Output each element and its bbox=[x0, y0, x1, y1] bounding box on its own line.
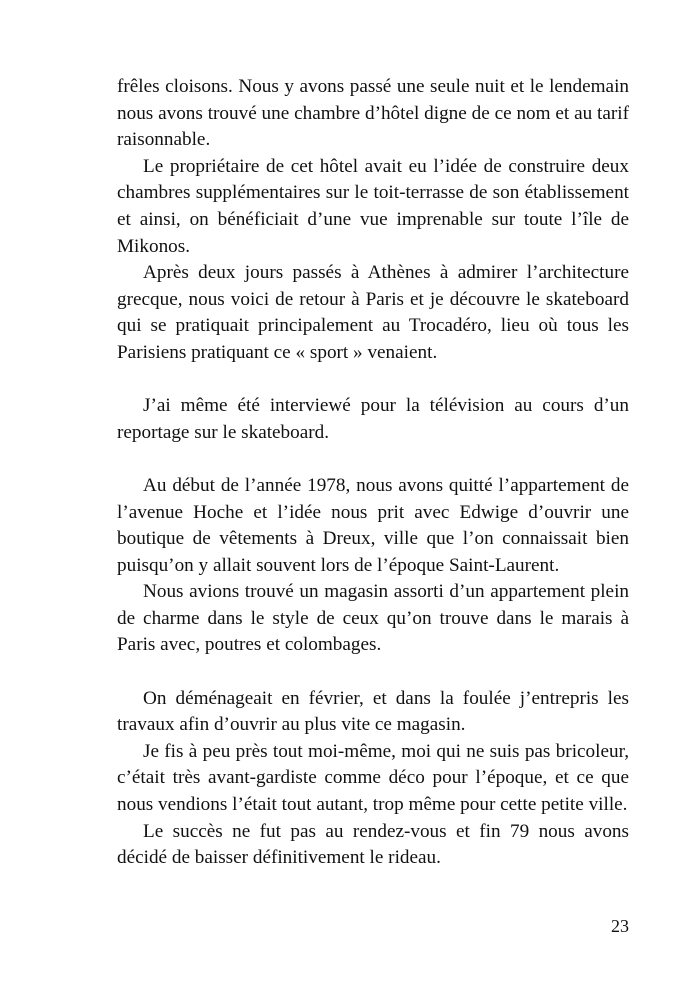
paragraph-spacer bbox=[117, 659, 629, 686]
paragraph: Le succès ne fut pas au rendez-vous et fin 79 nous avons décidé de baisser définitivement le rideau. bbox=[117, 820, 629, 869]
paragraph: Au début de l’année 1978, nous avons quitté l’appartement de l’avenue Hoche et l’idée nous prit avec Edwige d’ouvrir une boutique de vêtements à Dreux, ville que l’on connaissait bien puisqu’on y allait souvent lors de l’époque Saint-Laurent. bbox=[117, 474, 629, 576]
paragraph: Après deux jours passés à Athènes à admirer l’architecture grecque, nous voici de retour à Paris et je découvre le skateboard qui se pratiquait principalement au Trocadéro, lieu où tous les Parisiens pratiquant ce « sport » venaient. bbox=[117, 262, 629, 363]
paragraph: frêles cloisons. Nous y avons passé une seule nuit et le lendemain nous avons trouvé une chambre d’hôtel digne de ce nom et au tarif raisonnable. bbox=[117, 76, 629, 151]
paragraph: On déménageait en février, et dans la foulée j’entrepris les travaux afin d’ouvrir au plus vite ce magasin. bbox=[117, 687, 629, 736]
paragraph: Le propriétaire de cet hôtel avait eu l’idée de construire deux chambres supplémentaires sur le toit-terrasse de son établissement et ainsi, on bénéficiait d’une vue imprenable sur toute l’île de Mikonos. bbox=[117, 155, 629, 257]
page-number: 23 bbox=[611, 916, 629, 936]
paragraph: Je fis à peu près tout moi-même, moi qui ne suis pas bricoleur, c’était très avant-gardiste comme déco pour l’époque, et ce que nous vendions l’était tout autant, trop même pour cette petite ville. bbox=[117, 740, 629, 816]
paragraph: J’ai même été interviewé pour la télévision au cours d’un reportage sur le skateboard. bbox=[117, 395, 629, 443]
paragraph-spacer bbox=[117, 367, 629, 394]
paragraph: Nous avions trouvé un magasin assorti d’un appartement plein de charme dans le style de ceux qu’on trouve dans le marais à Paris avec, poutres et colombages. bbox=[117, 581, 629, 656]
paragraph-spacer bbox=[117, 446, 629, 473]
body-text bbox=[117, 74, 629, 872]
